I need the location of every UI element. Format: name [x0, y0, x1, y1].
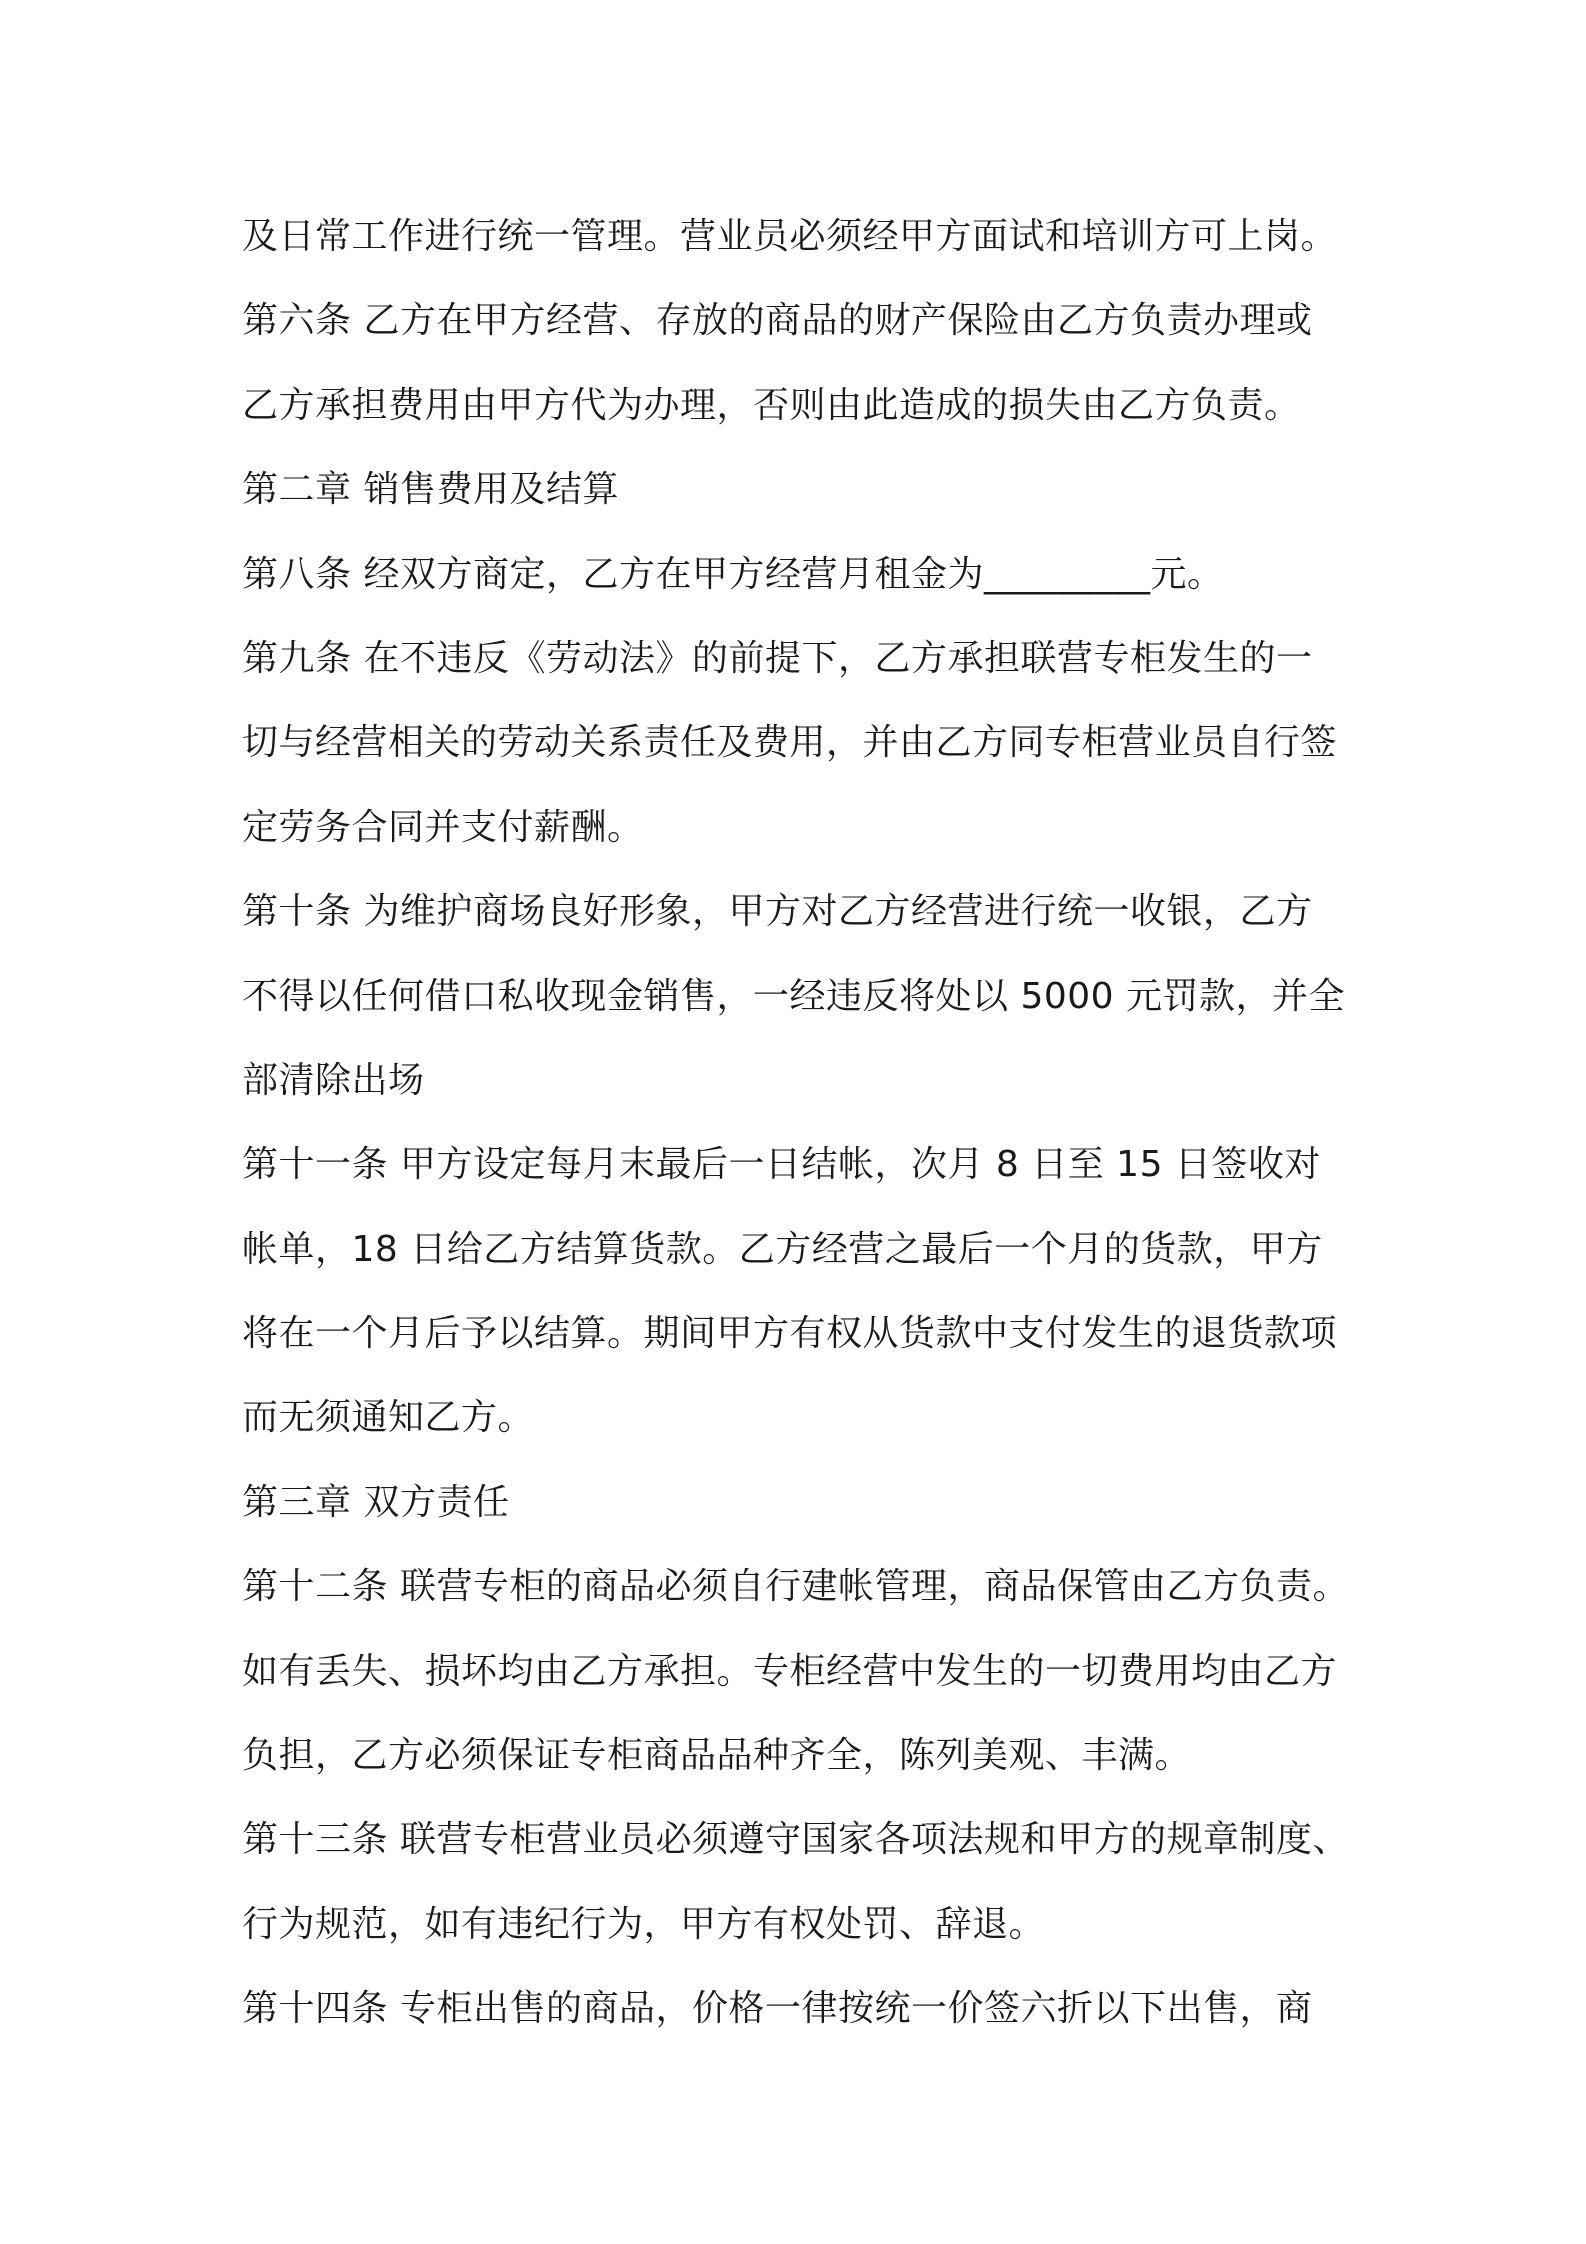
text-line: 部清除出场: [242, 1059, 425, 1101]
text-line: 行为规范，如有违纪行为，甲方有权处罚、辞退。: [242, 1903, 1046, 1945]
text-line: 第十二条 联营专柜的商品必须自行建帐管理，商品保管由乙方负责。: [242, 1566, 1349, 1608]
text-line: 帐单，18 日给乙方结算货款。乙方经营之最后一个月的货款，甲方: [242, 1228, 1323, 1270]
text-line: 第十条 为维护商场良好形象，甲方对乙方经营进行统一收银，乙方: [242, 891, 1313, 933]
text-line: 定劳务合同并支付薪酬。: [242, 806, 644, 848]
text-line: 第八条 经双方商定，乙方在甲方经营月租金为_________元。: [242, 553, 1224, 595]
text-line: 不得以任何借口私收现金销售，一经违反将处以 5000 元罚款，并全: [242, 975, 1346, 1017]
text-line: 及日常工作进行统一管理。营业员必须经甲方面试和培训方可上岗。: [242, 216, 1338, 257]
text-line: 第十三条 联营专柜营业员必须遵守国家各项法规和甲方的规章制度、: [242, 1819, 1349, 1861]
text-line: 第九条 在不违反《劳动法》的前提下，乙方承担联营专柜发生的一: [242, 637, 1313, 679]
text-line: 第十一条 甲方设定每月末最后一日结帐，次月 8 日至 15 日签收对: [242, 1144, 1321, 1186]
text-line: 而无须通知乙方。: [242, 1397, 535, 1439]
chapter-heading: 第二章 销售费用及结算: [242, 469, 619, 511]
text-line: 将在一个月后予以结算。期间甲方有权从货款中支付发生的退货款项: [242, 1313, 1338, 1355]
text-line: 负担，乙方必须保证专柜商品品种齐全，陈列美观、丰满。: [242, 1735, 1192, 1777]
text-line: 第六条 乙方在甲方经营、存放的商品的财产保险由乙方负责办理或: [242, 300, 1313, 342]
text-line: 乙方承担费用由甲方代为办理，否则由此造成的损失由乙方负责。: [242, 384, 1301, 426]
text-line: 切与经营相关的劳动关系责任及费用，并由乙方同专柜营业员自行签: [242, 722, 1338, 764]
text-line: 第十四条 专柜出售的商品，价格一律按统一价签六折以下出售，商: [242, 1988, 1313, 2030]
text-line: 如有丢失、损坏均由乙方承担。专柜经营中发生的一切费用均由乙方: [242, 1650, 1338, 1692]
chapter-heading: 第三章 双方责任: [242, 1481, 510, 1523]
document-body: [242, 195, 1372, 2052]
